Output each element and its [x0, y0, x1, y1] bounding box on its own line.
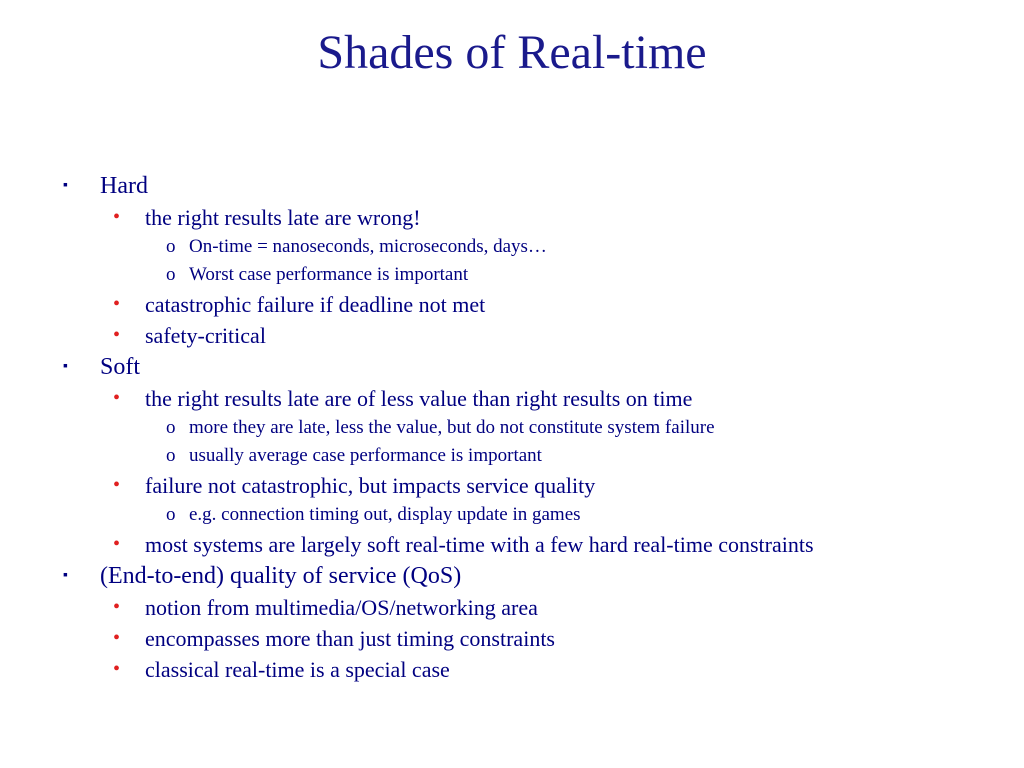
list-item	[0, 442, 1024, 470]
list-item-text: notion from multimedia/OS/networking area	[145, 595, 538, 620]
dot-bullet-icon: •	[113, 206, 121, 228]
list-item	[0, 470, 1024, 501]
dot-bullet-icon: •	[113, 627, 121, 649]
list-item-text: usually average case performance is important	[189, 445, 542, 466]
list-item	[0, 529, 1024, 560]
list-item	[0, 351, 1024, 383]
circle-bullet-icon: o	[166, 236, 176, 257]
circle-bullet-icon: o	[166, 264, 176, 285]
list-item-text: On-time = nanoseconds, microseconds, days…	[189, 236, 547, 257]
dot-bullet-icon: •	[113, 387, 121, 409]
circle-bullet-icon: o	[166, 445, 176, 466]
list-item-text: most systems are largely soft real-time with a few hard real-time constraints	[145, 532, 814, 557]
list-item-text: failure not catastrophic, but impacts service quality	[145, 473, 596, 498]
dot-bullet-icon: •	[113, 293, 121, 315]
circle-bullet-icon: o	[166, 504, 176, 525]
list-item	[0, 261, 1024, 289]
list-item	[0, 501, 1024, 529]
dot-bullet-icon: •	[113, 658, 121, 680]
dot-bullet-icon: •	[113, 533, 121, 555]
list-item	[0, 654, 1024, 685]
list-item	[0, 289, 1024, 320]
list-item-text: the right results late are wrong!	[145, 205, 421, 230]
circle-bullet-icon: o	[166, 417, 176, 438]
square-bullet-icon: ▪	[63, 568, 68, 583]
list-item-text: catastrophic failure if deadline not met	[145, 292, 486, 317]
slide-title: Shades of Real-time	[317, 26, 707, 79]
list-item-text: the right results late are of less value than right results on time	[145, 386, 693, 411]
dot-bullet-icon: •	[113, 324, 121, 346]
list-item	[0, 233, 1024, 261]
list-item	[0, 560, 1024, 592]
square-bullet-icon: ▪	[63, 359, 68, 374]
list-item-text: Soft	[100, 354, 141, 380]
list-item	[0, 383, 1024, 414]
list-item-text: Hard	[100, 173, 148, 199]
dot-bullet-icon: •	[113, 474, 121, 496]
list-item-text: (End-to-end) quality of service (QoS)	[100, 563, 462, 589]
list-item	[0, 320, 1024, 351]
list-item	[0, 170, 1024, 202]
list-item	[0, 623, 1024, 654]
list-item-text: encompasses more than just timing constraints	[145, 626, 555, 651]
list-item-text: classical real-time is a special case	[145, 657, 450, 682]
dot-bullet-icon: •	[113, 596, 121, 618]
list-item	[0, 202, 1024, 233]
list-item-text: Worst case performance is important	[189, 264, 469, 285]
list-item-text: e.g. connection timing out, display update in games	[189, 504, 581, 525]
list-item	[0, 592, 1024, 623]
list-item-text: safety-critical	[145, 323, 266, 348]
list-item	[0, 414, 1024, 442]
list-item-text: more they are late, less the value, but do not constitute system failure	[189, 417, 715, 438]
square-bullet-icon: ▪	[63, 178, 68, 193]
bullet-list	[0, 170, 1024, 685]
